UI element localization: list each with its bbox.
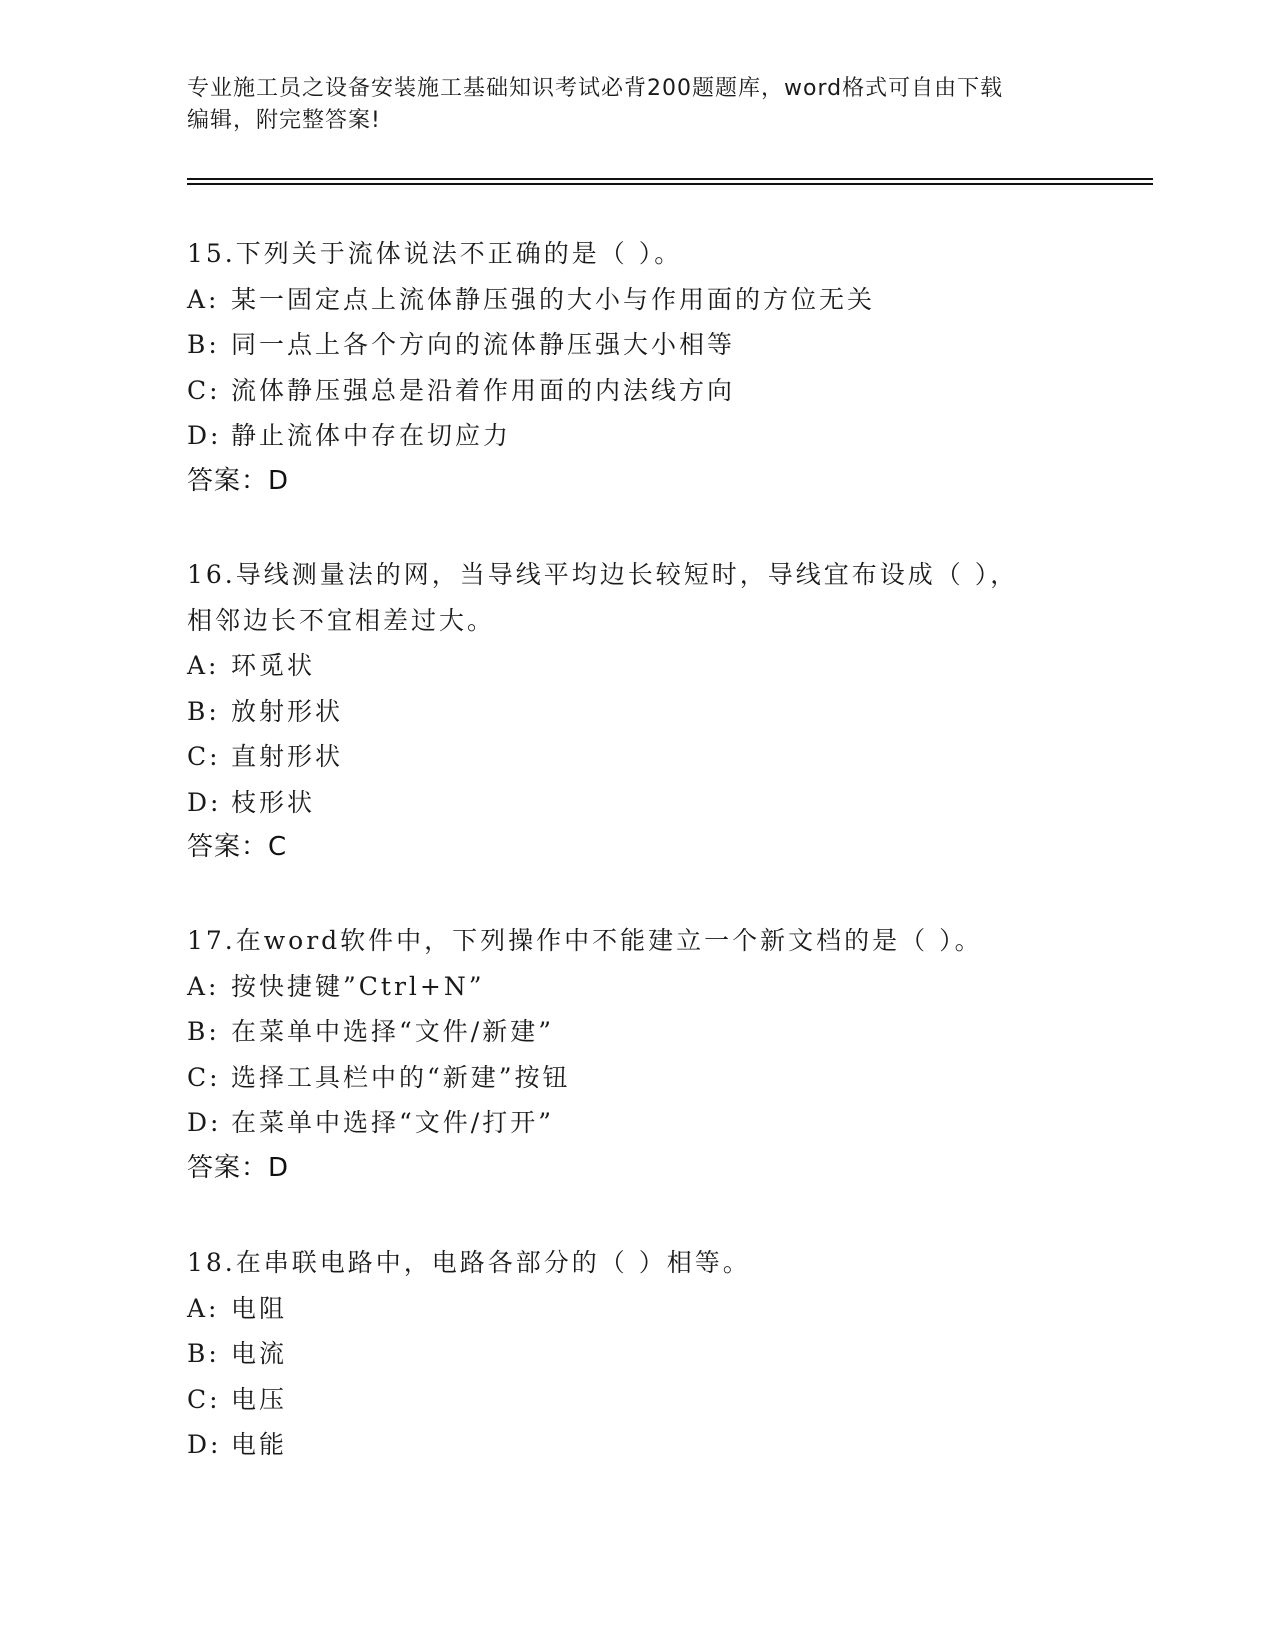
option-key: A: bbox=[187, 1293, 220, 1323]
option-key: A: bbox=[187, 971, 220, 1001]
header-title-line-2: 编辑，附完整答案! bbox=[187, 108, 381, 133]
option-d bbox=[187, 413, 1087, 459]
option-b bbox=[187, 1009, 1087, 1055]
question-stem: 18.在串联电路中，电路各部分的（ ）相等。 bbox=[187, 1248, 751, 1277]
option-c bbox=[187, 1055, 1087, 1101]
option-text: 电压 bbox=[231, 1384, 288, 1414]
option-text: 在菜单中选择“文件/新建” bbox=[231, 1017, 554, 1046]
option-key: C: bbox=[187, 1384, 221, 1414]
option-text: 某一固定点上流体静压强的大小与作用面的方位无关 bbox=[231, 284, 876, 314]
answer-line: 答案：D bbox=[187, 1152, 290, 1183]
document-header bbox=[187, 73, 1067, 137]
option-text: 选择工具栏中的“新建”按钮 bbox=[231, 1062, 571, 1092]
option-key: D: bbox=[187, 421, 222, 450]
question-stem-line-1: 16.导线测量法的网，当导线平均边长较短时，导线宜布设成（ ）， bbox=[187, 560, 1019, 589]
option-key: D: bbox=[187, 1108, 222, 1137]
header-divider-bottom bbox=[187, 183, 1153, 185]
option-text: 枝形状 bbox=[231, 787, 316, 817]
option-a bbox=[187, 964, 1087, 1010]
option-c bbox=[187, 1377, 1087, 1423]
option-text: 放射形状 bbox=[231, 696, 344, 726]
option-key: D: bbox=[187, 787, 222, 817]
option-key: B: bbox=[187, 696, 220, 726]
option-b bbox=[187, 322, 1087, 368]
option-text: 电流 bbox=[231, 1339, 288, 1368]
option-text: 直射形状 bbox=[231, 742, 344, 771]
option-text: 环觅状 bbox=[231, 651, 316, 680]
option-text: 静止流体中存在切应力 bbox=[231, 421, 512, 450]
option-key: B: bbox=[187, 1017, 220, 1046]
question-stem-line-2: 相邻边长不宜相差过大。 bbox=[187, 605, 496, 635]
option-text: 按快捷键”Ctrl+N” bbox=[231, 971, 485, 1001]
option-d bbox=[187, 1422, 1087, 1468]
question-17 bbox=[187, 918, 1087, 1191]
option-key: C: bbox=[187, 1062, 221, 1092]
option-key: C: bbox=[187, 742, 221, 771]
answer-line: 答案：D bbox=[187, 465, 290, 496]
option-a bbox=[187, 1286, 1087, 1332]
question-15 bbox=[187, 231, 1087, 504]
option-b bbox=[187, 1331, 1087, 1377]
question-18 bbox=[187, 1240, 1087, 1468]
option-key: A: bbox=[187, 651, 220, 680]
option-text: 电阻 bbox=[231, 1293, 288, 1323]
header-title-line-1: 专业施工员之设备安装施工基础知识考试必背200题题库，word格式可自由下载 bbox=[187, 76, 1004, 101]
option-b bbox=[187, 689, 1087, 735]
option-key: D: bbox=[187, 1430, 222, 1459]
option-a bbox=[187, 643, 1087, 689]
option-key: B: bbox=[187, 1339, 220, 1368]
option-c bbox=[187, 734, 1087, 780]
option-text: 同一点上各个方向的流体静压强大小相等 bbox=[231, 330, 736, 359]
option-key: B: bbox=[187, 330, 220, 359]
option-text: 流体静压强总是沿着作用面的内法线方向 bbox=[231, 375, 736, 405]
option-c bbox=[187, 368, 1087, 414]
option-key: A: bbox=[187, 284, 220, 314]
option-d bbox=[187, 1100, 1087, 1146]
option-a bbox=[187, 277, 1087, 323]
question-stem: 17.在word软件中，下列操作中不能建立一个新文档的是（ ）。 bbox=[187, 926, 983, 955]
question-stem: 15.下列关于流体说法不正确的是（ ）。 bbox=[187, 239, 683, 268]
question-16 bbox=[187, 552, 1087, 871]
option-d bbox=[187, 780, 1087, 826]
header-divider-top bbox=[187, 178, 1153, 180]
answer-line: 答案：C bbox=[187, 832, 288, 862]
option-text: 电能 bbox=[231, 1430, 288, 1459]
option-text: 在菜单中选择“文件/打开” bbox=[231, 1108, 554, 1137]
option-key: C: bbox=[187, 375, 221, 405]
